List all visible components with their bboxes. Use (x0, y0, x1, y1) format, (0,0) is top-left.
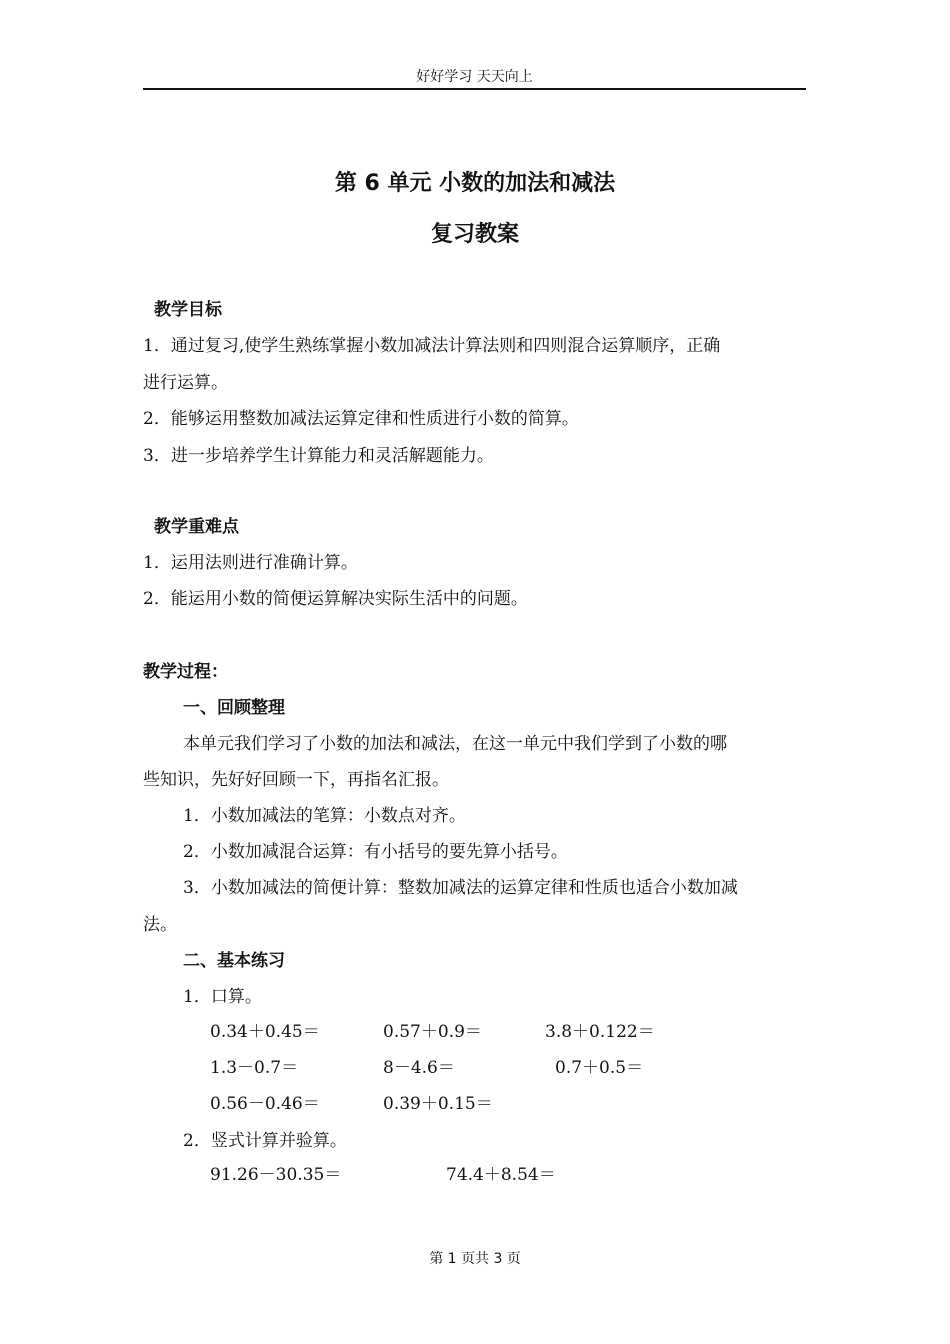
review-line: 本单元我们学习了小数的加法和减法，在这一单元中我们学到了小数的哪 (183, 734, 727, 754)
mental-math-item: 1.3－0.7＝ (210, 1058, 299, 1078)
key-point-line: 2．能运用小数的简便运算解决实际生活中的问题。 (143, 589, 528, 609)
objective-line: 进行运算。 (143, 373, 228, 393)
vertical-calc-item: 74.4＋8.54＝ (446, 1165, 556, 1185)
objective-line: 2．能够运用整数加减法运算定律和性质进行小数的简算。 (143, 409, 579, 429)
review-line: 2．小数加减混合运算：有小括号的要先算小括号。 (183, 842, 568, 862)
review-line: 些知识，先好好回顾一下，再指名汇报。 (143, 770, 449, 790)
mental-math-item: 0.57＋0.9＝ (383, 1022, 482, 1042)
mental-math-item: 0.7＋0.5＝ (555, 1058, 644, 1078)
review-line: 1．小数加减法的笔算：小数点对齐。 (183, 806, 466, 826)
objective-line: 3．进一步培养学生计算能力和灵活解题能力。 (143, 446, 494, 466)
mental-math-item: 8－4.6＝ (383, 1058, 455, 1078)
mental-math-item: 0.56－0.46＝ (210, 1094, 320, 1114)
mental-math-item: 0.34＋0.45＝ (210, 1022, 320, 1042)
mental-math-item: 0.39＋0.15＝ (383, 1094, 493, 1114)
question-label: 1．口算。 (183, 987, 262, 1007)
vertical-calc-item: 91.26－30.35＝ (210, 1165, 342, 1185)
document-subtitle: 复习教案 (430, 222, 519, 247)
document-title: 第 6 单元 小数的加法和减法 (334, 171, 616, 196)
review-heading: 一、回顾整理 (183, 698, 285, 718)
page-footer: 第 1 页共 3 页 (429, 1251, 521, 1267)
objective-line: 1．通过复习,使学生熟练掌握小数加减法计算法则和四则混合运算顺序，正确 (143, 336, 721, 356)
page-header: 好好学习 天天向上 (416, 69, 533, 85)
review-line: 3．小数加减法的简便计算：整数加减法的运算定律和性质也适合小数加减 (183, 878, 738, 898)
process-heading: 教学过程： (143, 662, 228, 682)
practice-heading: 二、基本练习 (183, 951, 285, 971)
key-point-line: 1．运用法则进行准确计算。 (143, 553, 358, 573)
header-divider (143, 88, 806, 90)
mental-math-item: 3.8＋0.122＝ (545, 1022, 655, 1042)
objectives-heading: 教学目标 (154, 300, 222, 320)
key-points-heading: 教学重难点 (154, 517, 239, 537)
review-line: 法。 (143, 915, 177, 935)
question-label: 2．竖式计算并验算。 (183, 1131, 347, 1151)
